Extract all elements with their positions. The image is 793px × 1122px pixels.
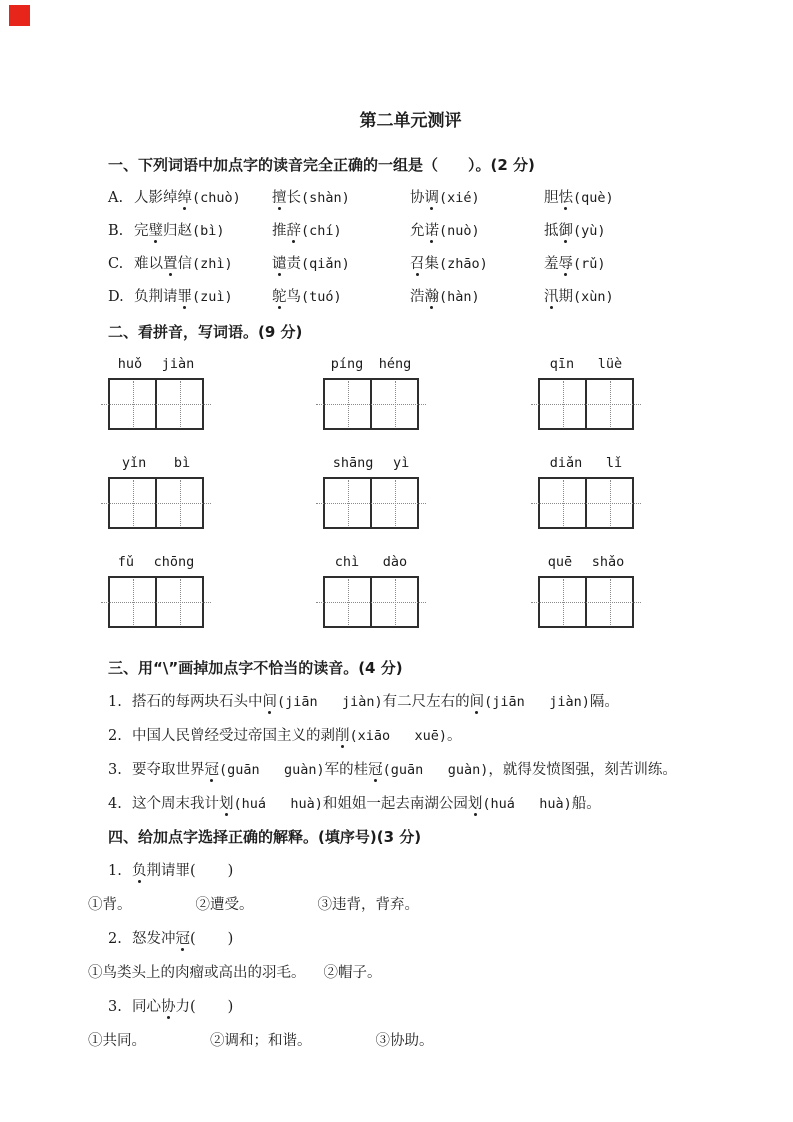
grid-midline — [531, 404, 641, 405]
text-run: 协 — [410, 190, 425, 206]
q3-item — [108, 753, 733, 787]
section-q4 — [88, 821, 733, 1058]
pinyin-label — [538, 454, 634, 472]
q3-item — [108, 685, 733, 719]
q1-word — [272, 215, 410, 248]
grid-midline — [101, 602, 211, 603]
q3-items — [88, 685, 733, 821]
pinyin-syllable: lǐ — [605, 455, 623, 471]
q1-heading: 一、下列词语中加点字的读音完全正确的一组是（ ）。(2 分) — [108, 156, 535, 174]
item-number: 2. — [108, 728, 122, 744]
text-run: 归赵 — [163, 223, 192, 239]
q1-word — [544, 248, 606, 281]
option-label: B. — [108, 223, 124, 239]
pinyin-hint: (xùn) — [573, 289, 614, 305]
text-run: 人影绰 — [134, 190, 178, 206]
item-number: 3. — [108, 762, 122, 778]
pinyin-syllable: shǎo — [591, 554, 625, 570]
q1-word — [544, 215, 606, 248]
q1-word — [410, 248, 544, 281]
red-corner-marker — [9, 5, 30, 26]
dotted-char: 绰 — [177, 190, 192, 206]
pinyin-label — [108, 454, 204, 472]
pinyin-syllable: shāng — [332, 455, 374, 471]
text-run: 抵 — [544, 223, 559, 239]
text-run: 要夺取世界 — [132, 762, 205, 778]
pinyin-syllable: píng — [330, 356, 364, 372]
text-run: 羞 — [544, 256, 559, 272]
q1-word — [134, 248, 272, 281]
dotted-char: 冠 — [368, 762, 383, 778]
pinyin-hint: (chí) — [301, 223, 342, 239]
q1-word — [544, 281, 614, 314]
dotted-char: 划 — [219, 796, 234, 812]
q1-word — [134, 182, 272, 215]
writing-grid — [108, 378, 204, 430]
pinyin-hint: (shàn) — [301, 190, 350, 206]
text-run: 完 — [134, 223, 149, 239]
writing-grid — [323, 477, 419, 529]
item-number: 1. — [108, 863, 122, 879]
dotted-char: 瀚 — [424, 289, 439, 305]
pinyin-label — [323, 355, 419, 373]
pinyin-label — [108, 553, 204, 571]
text-run: 力 — [175, 999, 190, 1015]
dotted-char: 汛 — [544, 289, 559, 305]
q1-options — [88, 182, 733, 314]
item-number: 4. — [108, 796, 122, 812]
grid-midline — [316, 404, 426, 405]
dotted-char: 削 — [335, 728, 350, 744]
grid-row — [108, 454, 733, 529]
q1-option-row — [108, 248, 733, 281]
pinyin-syllable: dào — [382, 554, 408, 570]
section-q2 — [88, 316, 733, 628]
pinyin-word-group — [108, 553, 204, 628]
pinyin-hint: (chuò) — [192, 190, 241, 206]
text-run: 浩 — [410, 289, 425, 305]
pinyin-hint: (tuó) — [301, 289, 342, 305]
dotted-char: 诺 — [424, 223, 439, 239]
q1-option-row — [108, 182, 733, 215]
pinyin-syllable: diǎn — [549, 455, 583, 471]
choice-option: ②调和；和谐。 — [210, 1033, 312, 1049]
pinyin-label — [538, 553, 634, 571]
pinyin-hint: (guān guàn) — [219, 762, 325, 778]
q4-heading: 四、给加点字选择正确的解释。(填序号)(3 分) — [108, 828, 422, 846]
dotted-char: 协 — [161, 999, 176, 1015]
text-run: 隔。 — [589, 694, 619, 710]
text-run: 允 — [410, 223, 425, 239]
text-run: 集 — [424, 256, 439, 272]
pinyin-hint: (zuì) — [192, 289, 233, 305]
pinyin-label — [108, 355, 204, 373]
pinyin-syllable: bì — [173, 455, 191, 471]
writing-grid — [323, 378, 419, 430]
text-run: 荆请罪 — [146, 863, 190, 879]
pinyin-syllable: huǒ — [117, 356, 143, 372]
dotted-char: 冠 — [175, 931, 190, 947]
pinyin-hint: (huá huà) — [233, 796, 323, 812]
q1-word — [410, 281, 544, 314]
option-label: A. — [108, 190, 124, 206]
text-run: 船。 — [571, 796, 601, 812]
pinyin-word-group — [538, 553, 634, 628]
q1-word — [272, 248, 410, 281]
pinyin-syllable: yǐn — [121, 455, 147, 471]
pinyin-syllable: jiàn — [161, 356, 195, 372]
pinyin-syllable: héng — [378, 356, 412, 372]
pinyin-hint: (rǔ) — [573, 256, 606, 272]
text-run: 同心 — [132, 999, 161, 1015]
dotted-char: 召 — [410, 256, 425, 272]
q1-option-row — [108, 281, 733, 314]
text-run: 长 — [286, 190, 301, 206]
dotted-char: 间 — [469, 694, 485, 710]
dotted-char: 鸵 — [272, 289, 287, 305]
text-run: 军的桂 — [324, 762, 369, 778]
grid-midline — [101, 503, 211, 504]
text-run: 搭石的每两块石头中 — [132, 694, 263, 710]
dotted-char: 负 — [132, 863, 147, 879]
q1-word — [410, 182, 544, 215]
q4-item-stem — [108, 922, 733, 956]
text-run: 这个周末我计 — [132, 796, 219, 812]
pinyin-syllable: qīn — [549, 356, 575, 372]
q4-choices — [88, 1024, 733, 1058]
grid-midline — [316, 602, 426, 603]
q1-word — [410, 215, 544, 248]
pinyin-word-group — [538, 355, 634, 430]
pinyin-hint: (zhāo) — [439, 256, 488, 272]
section-q1 — [88, 149, 733, 314]
text-run: 中国人民曾经受过帝国主义的剥 — [132, 728, 335, 744]
dotted-char: 罪 — [177, 289, 192, 305]
text-run: 期 — [558, 289, 573, 305]
pinyin-syllable: lüè — [597, 356, 623, 372]
q1-word — [272, 281, 410, 314]
q1-word — [544, 182, 614, 215]
dotted-char: 辞 — [286, 223, 301, 239]
grid-midline — [101, 404, 211, 405]
writing-grid — [108, 477, 204, 529]
pinyin-word-group — [323, 355, 419, 430]
option-label: D. — [108, 289, 124, 305]
section-q3 — [88, 652, 733, 821]
q3-item — [108, 787, 733, 821]
page-title: 第二单元测评 — [359, 111, 462, 131]
pinyin-hint: (xié) — [439, 190, 480, 206]
q3-heading: 三、用“\”画掉加点字不恰当的读音。(4 分) — [108, 659, 403, 677]
text-run: 推 — [272, 223, 287, 239]
q2-grids — [88, 355, 733, 628]
pinyin-hint: (jiān jiàn) — [484, 694, 590, 710]
pinyin-label — [323, 553, 419, 571]
dotted-char: 调 — [424, 190, 439, 206]
pinyin-syllable: chōng — [153, 554, 195, 570]
choice-option: ③协助。 — [375, 1033, 434, 1049]
writing-grid — [538, 477, 634, 529]
answer-blank[interactable]: ( ) — [190, 999, 235, 1015]
dotted-char: 擅 — [272, 190, 287, 206]
q4-item-stem — [108, 854, 733, 888]
text-run: 和姐姐一起去南湖公园 — [322, 796, 468, 812]
pinyin-syllable: fǔ — [117, 554, 135, 570]
text-run: 信 — [177, 256, 192, 272]
pinyin-hint: (hàn) — [439, 289, 480, 305]
text-run: ，就得发愤图强，刻苦训练。 — [488, 762, 677, 778]
text-run: 负荆请 — [134, 289, 178, 305]
dotted-char: 怯 — [558, 190, 573, 206]
q4-choices — [88, 888, 733, 922]
text-run: 责 — [286, 256, 301, 272]
item-number: 3. — [108, 999, 122, 1015]
pinyin-label — [538, 355, 634, 373]
pinyin-hint: (huá huà) — [482, 796, 572, 812]
q2-heading: 二、看拼音，写词语。(9 分) — [108, 323, 303, 341]
text-run: 鸟 — [286, 289, 301, 305]
text-run: 有二尺左右的 — [382, 694, 470, 710]
writing-grid — [538, 378, 634, 430]
grid-row — [108, 355, 733, 430]
grid-midline — [531, 503, 641, 504]
dotted-char: 辱 — [558, 256, 573, 272]
dotted-char: 冠 — [204, 762, 219, 778]
choice-option: ①共同。 — [88, 1033, 146, 1049]
text-run: 怒发冲 — [132, 931, 176, 947]
writing-grid — [323, 576, 419, 628]
writing-grid — [108, 576, 204, 628]
q4-item-stem — [108, 990, 733, 1024]
choice-option: ②遭受。 — [195, 897, 254, 913]
answer-blank[interactable]: ( ) — [190, 931, 235, 947]
pinyin-syllable: chì — [334, 554, 360, 570]
q4-choices — [88, 956, 733, 990]
choice-option: ②帽子。 — [323, 965, 382, 981]
pinyin-hint: (bì) — [192, 223, 225, 239]
pinyin-hint: (xiāo xuē) — [349, 728, 448, 744]
pinyin-label — [323, 454, 419, 472]
pinyin-word-group — [108, 355, 204, 430]
item-number: 2. — [108, 931, 122, 947]
pinyin-syllable: yì — [392, 455, 410, 471]
writing-grid — [538, 576, 634, 628]
choice-option: ①背。 — [88, 897, 132, 913]
q1-word — [272, 182, 410, 215]
pinyin-syllable: quē — [547, 554, 573, 570]
q4-items — [88, 854, 733, 1058]
pinyin-hint: (zhì) — [192, 256, 233, 272]
dotted-char: 谴 — [272, 256, 287, 272]
dotted-char: 御 — [558, 223, 573, 239]
q3-item — [108, 719, 733, 753]
pinyin-hint: (yù) — [573, 223, 606, 239]
pinyin-word-group — [108, 454, 204, 529]
dotted-char: 置 — [163, 256, 178, 272]
pinyin-word-group — [323, 454, 419, 529]
pinyin-word-group — [538, 454, 634, 529]
pinyin-hint: (nuò) — [439, 223, 480, 239]
grid-row — [108, 553, 733, 628]
pinyin-hint: (jiān jiàn) — [277, 694, 383, 710]
choice-option: ③违背，背弃。 — [317, 897, 419, 913]
dotted-char: 璧 — [148, 223, 163, 239]
pinyin-word-group — [323, 553, 419, 628]
pinyin-hint: (qiǎn) — [301, 256, 350, 272]
text-run: 胆 — [544, 190, 559, 206]
dotted-char: 间 — [262, 694, 277, 710]
text-run: 难以 — [134, 256, 163, 272]
grid-midline — [531, 602, 641, 603]
pinyin-hint: (guān guàn) — [382, 762, 489, 778]
dotted-char: 划 — [467, 796, 483, 812]
pinyin-hint: (què) — [573, 190, 614, 206]
q1-option-row — [108, 215, 733, 248]
choice-option: ①鸟类头上的肉瘤或高出的羽毛。 — [88, 965, 306, 981]
answer-blank[interactable]: ( ) — [190, 863, 235, 879]
q1-word — [134, 215, 272, 248]
text-run: 。 — [447, 728, 462, 744]
grid-midline — [316, 503, 426, 504]
option-label: C. — [108, 256, 124, 272]
q1-word — [134, 281, 272, 314]
item-number: 1. — [108, 694, 122, 710]
